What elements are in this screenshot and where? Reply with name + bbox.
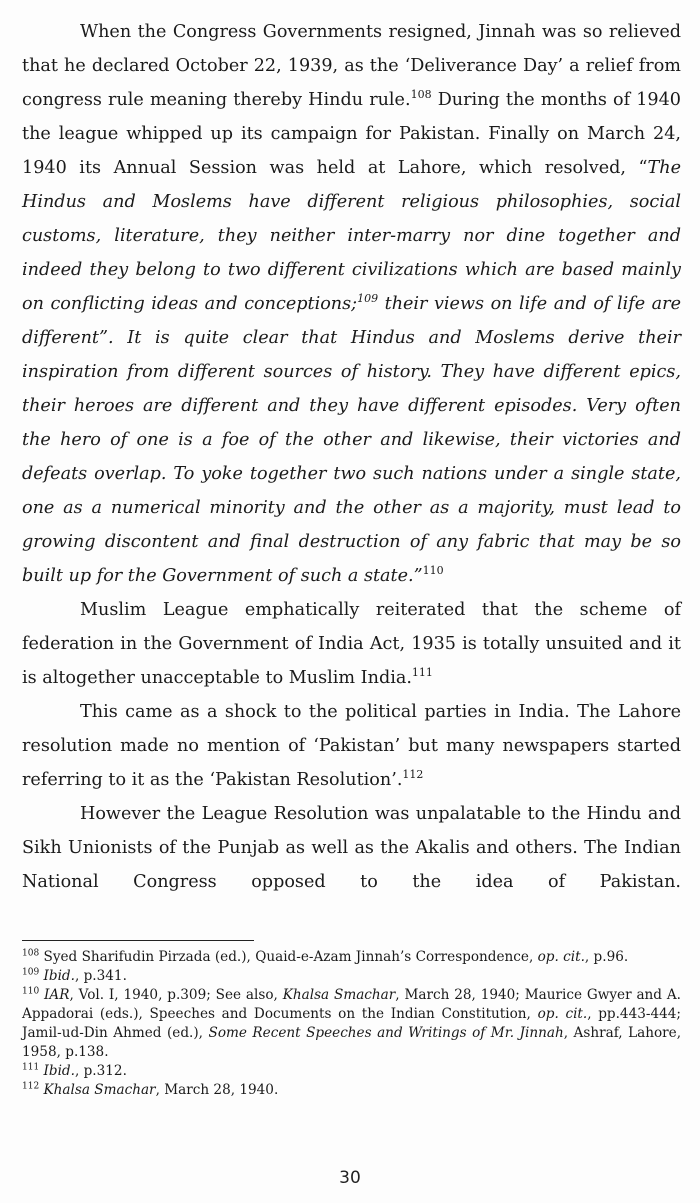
footnote-110 (22, 986, 681, 1062)
text: Syed Sharifudin Pirzada (ed.), Quaid-e-Azam Jinnah’s Correspondence, (39, 949, 538, 965)
footnote-112 (22, 1081, 681, 1100)
footnote-number: 108 (22, 948, 40, 959)
footnote-ref-111[interactable]: 111 (411, 666, 433, 680)
footnote-111 (22, 1062, 681, 1081)
footnote-ref-108[interactable]: 108 (410, 88, 432, 102)
paragraph-4 (22, 797, 681, 899)
footnote-108 (22, 948, 681, 967)
footnote-number: 110 (22, 986, 40, 997)
footnote-divider (22, 940, 254, 941)
text: , Ashraf, Lahore, 1958, p.138. (22, 1025, 682, 1060)
text: During the months of 1940 the league whipped up its campaign for Pakistan. Finally on March 24, 1940 its Annual Session was held at Lahore, which resolved, “ (22, 90, 682, 178)
footnote-number: 109 (22, 967, 40, 978)
text: , Vol. I, 1940, p.309; See also, (69, 987, 283, 1003)
quotation-cont: their views on life and of life are different”. It is quite clear that Hindus and Moslems derive their inspiration from different sources of history. They have different epics, their heroes are different and they have different episodes. Very often the hero of one is a foe of the other and likewise, their victories and defeats overlap. To yoke together two such nations under a single state, one as a numerical minority and the other as a majority, must lead to growing discontent and final destruction of any fabric that may be so built up for the Government of such a state.” (22, 294, 681, 586)
text: , p.341. (74, 968, 127, 984)
paragraph-3 (22, 695, 681, 797)
text: , p.312. (74, 1063, 127, 1079)
text: , March 28, 1940; Maurice Gwyer and A. Appadorai (eds.), Speeches and Documents on the Indian Constitution, (22, 987, 682, 1022)
text-italic: Khalsa Smachar (39, 1082, 156, 1098)
text: This came as a shock to the political parties in India. The Lahore resolution made no mention of ‘Pakistan’ but many newspapers started referring to it as the ‘Pakistan Resolution’. (22, 702, 681, 790)
text-italic: Khalsa Smachar (282, 987, 396, 1003)
footnote-ref-112[interactable]: 112 (402, 768, 424, 782)
paragraph-2 (22, 593, 681, 695)
footnote-number: 111 (22, 1062, 40, 1073)
text-italic: Ibid. (39, 1063, 75, 1079)
text: When the Congress Governments resigned, Jinnah was so relieved that he declared October 22, 1939, as the ‘Deliverance Day’ a relief from congress rule meaning thereby Hindu rule. (22, 22, 681, 110)
text: Muslim League emphatically reiterated that the scheme of federation in the Government of India Act, 1935 is totally unsuited and it is altogether unacceptable to Muslim India. (22, 600, 681, 688)
text: , p.96. (584, 949, 629, 965)
footnote-109 (22, 967, 681, 986)
paragraph-1 (22, 15, 681, 593)
text-italic: Some Recent Speeches and Writings of Mr. Jinnah (208, 1025, 564, 1041)
page-body (22, 15, 681, 899)
footnote-ref-109[interactable]: 109 (357, 292, 379, 306)
footnotes (22, 948, 681, 1100)
text: , pp.443-444; Jamil-ud-Din Ahmed (ed.), (22, 1006, 681, 1041)
footnote-number: 112 (22, 1081, 40, 1092)
page-number: 30 (339, 1168, 361, 1188)
text: , March 28, 1940. (155, 1082, 279, 1098)
text-italic: IAR (39, 987, 70, 1003)
text-italic: Ibid. (39, 968, 75, 984)
quotation: The Hindus and Moslems have different religious philosophies, social customs, literature, they neither inter-marry nor dine together and indeed they belong to two different civilizations which are based mainly on conflicting ideas and conceptions; (22, 158, 681, 314)
text-italic: op. cit. (537, 949, 585, 965)
text: However the League Resolution was unpalatable to the Hindu and Sikh Unionists of the Punjab as well as the Akalis and others. The Indian National Congress opposed to the idea of Pakistan. (22, 804, 681, 892)
text-italic: op. cit. (537, 1006, 588, 1022)
footnote-ref-110[interactable]: 110 (422, 564, 444, 578)
